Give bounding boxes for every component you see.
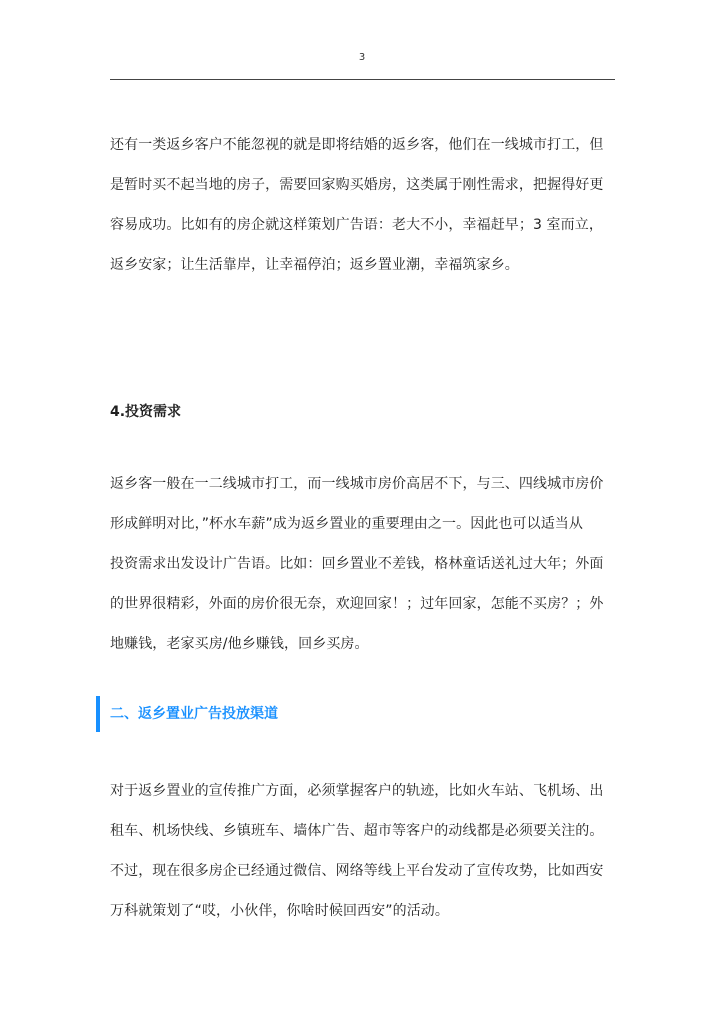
- paragraph-line: 对于返乡置业的宣传推广方面，必须掌握客户的轨迹，比如火车站、飞机场、出: [110, 783, 604, 799]
- paragraph-line: 的世界很精彩，外面的房价很无奈，欢迎回家！；过年回家，怎能不买房？；外: [110, 596, 604, 612]
- paragraph-line: 万科就策划了“哎，小伙伴，你啥时候回西安”的活动。: [110, 903, 450, 919]
- section-title: 二、返乡置业广告投放渠道: [110, 706, 278, 722]
- section-accent-bar: [96, 696, 100, 732]
- paragraph-ad-channels: [110, 771, 618, 931]
- paragraph-line: 返乡安家；让生活靠岸，让幸福停泊；返乡置业潮，幸福筑家乡。: [110, 257, 519, 273]
- page-number: 3: [358, 52, 366, 63]
- paragraph-line: 投资需求出发设计广告语。比如：回乡置业不差钱，格林童话送礼过大年；外面: [110, 556, 604, 572]
- paragraph-line: 返乡客一般在一二线城市打工，而一线城市房价高居不下，与三、四线城市房价: [110, 476, 604, 492]
- paragraph-line: 地赚钱，老家买房/他乡赚钱，回乡买房。: [110, 636, 369, 652]
- paragraph-line: 不过，现在很多房企已经通过微信、网络等线上平台发动了宣传攻势，比如西安: [110, 863, 604, 879]
- subsection-heading-investment: 4.投资需求: [110, 404, 182, 420]
- paragraph-line: 租车、机场快线、乡镇班车、墙体广告、超市等客户的动线都是必须要关注的。: [110, 823, 604, 839]
- paragraph-line: 形成鲜明对比，”杯水车薪”成为返乡置业的重要理由之一。因此也可以适当从: [110, 516, 584, 532]
- header-divider: [110, 79, 615, 80]
- paragraph-line: 还有一类返乡客户不能忽视的就是即将结婚的返乡客，他们在一线城市打工，但: [110, 137, 604, 153]
- paragraph-wedding-demand: [110, 125, 618, 285]
- paragraph-line: 容易成功。比如有的房企就这样策划广告语：老大不小，幸福赶早；3 室而立，: [110, 217, 603, 233]
- section-heading: [96, 696, 278, 732]
- paragraph-investment-demand: [110, 464, 618, 664]
- paragraph-line: 是暂时买不起当地的房子，需要回家购买婚房，这类属于刚性需求，把握得好更: [110, 177, 604, 193]
